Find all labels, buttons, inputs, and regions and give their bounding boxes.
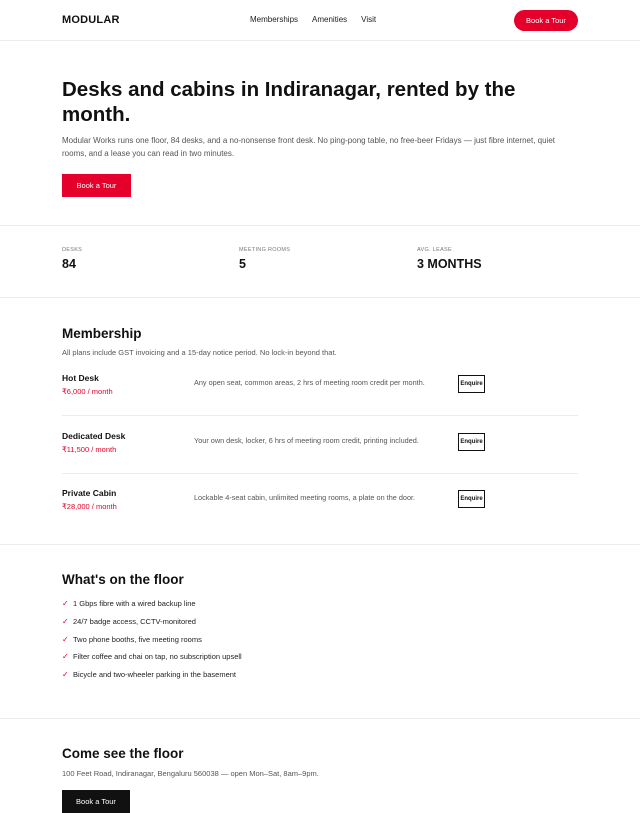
hero-title: Desks and cabins in Indiranagar, rented by the month. <box>62 78 516 126</box>
check-icon: ✓ <box>62 652 69 662</box>
stats-divider <box>0 297 640 298</box>
amenity-text: Filter coffee and chai on tap, no subscription upsell <box>73 652 242 662</box>
stat-desks <box>62 247 82 271</box>
visit-title: Come see the floor <box>62 746 184 761</box>
plan-divider <box>62 473 578 474</box>
header-divider <box>0 40 640 41</box>
stat-value: 3 MONTHS <box>417 257 482 271</box>
plan-description: Lockable 4-seat cabin, unlimited meeting rooms, a plate on the door. <box>194 493 416 502</box>
amenity-text: Bicycle and two-wheeler parking in the basement <box>73 670 237 680</box>
nav-amenities[interactable]: Amenities <box>312 15 348 24</box>
header-book-tour-button[interactable]: Book a Tour <box>514 10 578 31</box>
enquire-button-private-cabin[interactable]: Enquire <box>458 490 485 508</box>
plan-name: Hot Desk <box>62 373 99 383</box>
enquire-button-dedicated-desk[interactable]: Enquire <box>458 433 485 451</box>
logo[interactable]: MODULAR <box>62 14 120 26</box>
plan-price: ₹11,500 / month <box>62 445 117 454</box>
plan-description: Any open seat, common areas, 2 hrs of meeting room credit per month. <box>194 378 425 387</box>
amenities-title: What's on the floor <box>62 572 184 587</box>
plan-hot-desk <box>62 373 578 413</box>
stat-value: 5 <box>239 257 246 271</box>
stat-value: 84 <box>62 257 76 271</box>
hero-text: Modular Works runs one floor, 84 desks, and a no-nonsense front desk. No ping-pong table, no free-beer Fridays — just fibre internet, quiet rooms, and a lease you can read in two minutes. <box>62 136 556 158</box>
list-item <box>62 652 242 670</box>
list-item <box>62 617 242 635</box>
amenity-text: 1 Gbps fibre with a wired backup line <box>73 599 196 608</box>
stat-label: MEETING ROOMS <box>239 247 291 253</box>
membership-subtitle: All plans include GST invoicing and a 15-day notice period. No lock-in beyond that. <box>62 348 337 357</box>
plan-name: Private Cabin <box>62 488 117 498</box>
check-icon: ✓ <box>62 670 69 680</box>
check-icon: ✓ <box>62 599 69 608</box>
plan-name: Dedicated Desk <box>62 431 126 441</box>
plan-price: ₹6,000 / month <box>62 387 113 396</box>
plan-description: Your own desk, locker, 6 hrs of meeting room credit, printing included. <box>194 436 419 445</box>
membership-divider <box>0 544 640 545</box>
visit-address: 100 Feet Road, Indiranagar, Bengaluru 560038 — open Mon–Sat, 8am–9pm. <box>62 769 319 778</box>
nav-memberships[interactable]: Memberships <box>250 15 299 24</box>
stat-label: DESKS <box>62 247 83 253</box>
amenities-list <box>62 599 242 688</box>
main-nav <box>250 15 376 24</box>
plan-dedicated-desk <box>62 431 578 471</box>
plan-price: ₹28,000 / month <box>62 502 117 511</box>
membership-title: Membership <box>62 326 142 341</box>
stat-label: AVG. LEASE <box>417 247 452 253</box>
amenities-divider <box>0 718 640 719</box>
stat-avg-lease <box>417 247 482 271</box>
hero-divider <box>0 225 640 226</box>
enquire-button-hot-desk[interactable]: Enquire <box>458 375 485 393</box>
plan-divider <box>62 415 578 416</box>
amenity-text: Two phone booths, five meeting rooms <box>73 634 202 644</box>
check-icon: ✓ <box>62 634 69 644</box>
hero-book-tour-button[interactable]: Book a Tour <box>62 174 131 197</box>
visit-book-tour-button[interactable]: Book a Tour <box>62 790 130 813</box>
list-item <box>62 635 242 653</box>
list-item <box>62 599 242 617</box>
list-item <box>62 670 242 688</box>
plan-private-cabin <box>62 488 578 528</box>
nav-visit[interactable]: Visit <box>361 15 377 24</box>
amenity-text: 24/7 badge access, CCTV-monitored <box>73 616 196 626</box>
stat-meeting-rooms <box>239 247 290 271</box>
check-icon: ✓ <box>62 616 69 626</box>
